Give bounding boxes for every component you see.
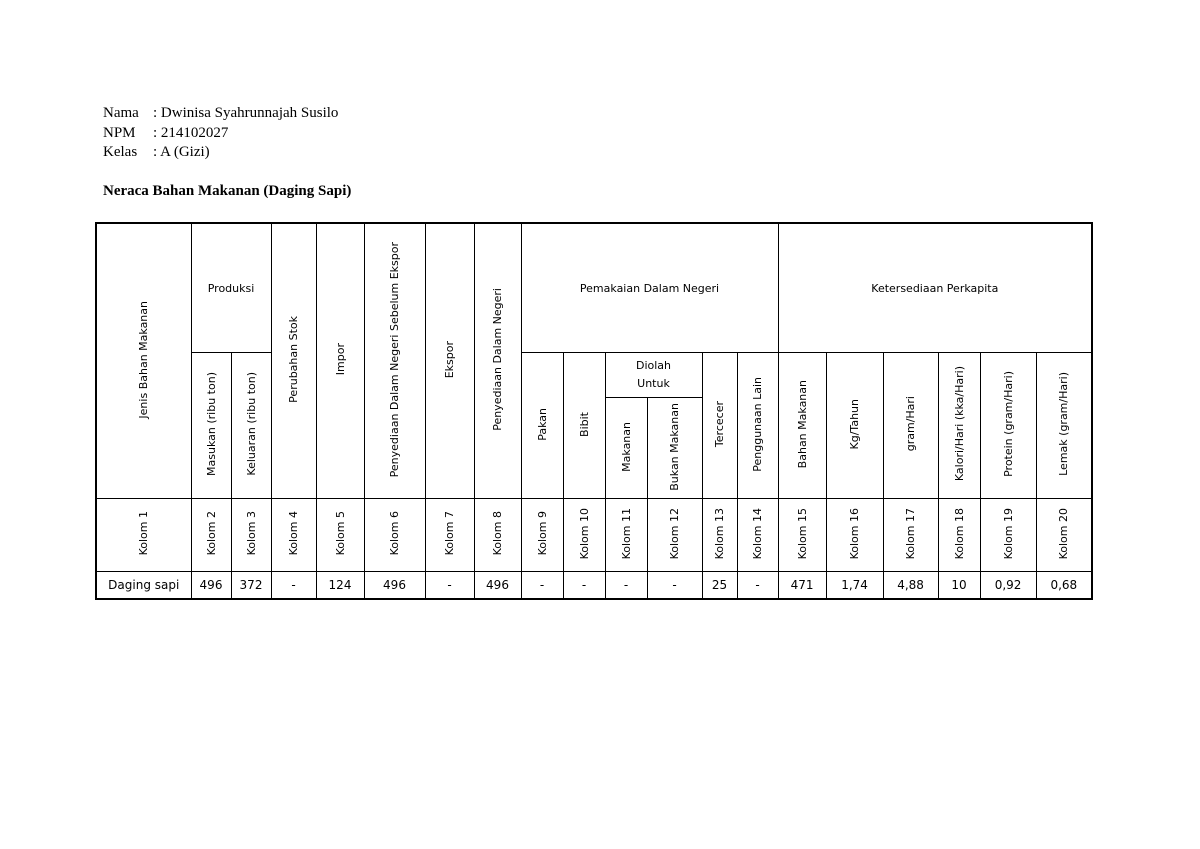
nama-label: Nama <box>103 105 139 121</box>
kolom-cell: Kolom 12 <box>647 499 702 572</box>
cell-makanan: - <box>605 572 647 600</box>
header-ketersediaan: Ketersediaan Perkapita <box>778 223 1092 353</box>
kolom-cell: Kolom 16 <box>826 499 883 572</box>
header-protein: Protein (gram/Hari) <box>980 353 1036 499</box>
cell-kg-tahun: 1,74 <box>826 572 883 600</box>
header-keluaran: Keluaran (ribu ton) <box>231 353 271 499</box>
header-penyediaan-sebelum-ekspor: Penyediaan Dalam Negeri Sebelum Ekspor <box>364 223 425 499</box>
document-title: Neraca Bahan Makanan (Daging Sapi) <box>103 183 352 199</box>
header-gram-hari: gram/Hari <box>883 353 938 499</box>
header-perubahan-stok: Perubahan Stok <box>271 223 316 499</box>
cell-impor: 124 <box>316 572 364 600</box>
cell-kalori-hari: 10 <box>938 572 980 600</box>
kolom-cell: Kolom 4 <box>271 499 316 572</box>
kolom-cell: Kolom 7 <box>425 499 474 572</box>
npm-label: NPM <box>103 124 136 141</box>
cell-gram-hari: 4,88 <box>883 572 938 600</box>
header-pemakaian: Pemakaian Dalam Negeri <box>521 223 778 353</box>
kolom-row <box>96 499 1092 572</box>
cell-jenis: Daging sapi <box>96 572 191 600</box>
header-lemak: Lemak (gram/Hari) <box>1036 353 1092 499</box>
header-tercecer: Tercecer <box>702 353 737 499</box>
student-info <box>103 104 338 163</box>
header-row-1 <box>96 223 1092 353</box>
header-produksi: Produksi <box>191 223 271 353</box>
header-row-2 <box>96 353 1092 398</box>
kolom-cell: Kolom 9 <box>521 499 563 572</box>
kolom-cell: Kolom 13 <box>702 499 737 572</box>
kelas-value: : A (Gizi) <box>153 144 210 160</box>
cell-penyediaan-dalam-negeri: 496 <box>474 572 521 600</box>
header-masukan: Masukan (ribu ton) <box>191 353 231 499</box>
nama-value: : Dwinisa Syahrunnajah Susilo <box>153 105 339 121</box>
kolom-cell: Kolom 8 <box>474 499 521 572</box>
cell-penggunaan-lain: - <box>737 572 778 600</box>
cell-bibit: - <box>563 572 605 600</box>
kolom-cell: Kolom 14 <box>737 499 778 572</box>
kolom-cell: Kolom 5 <box>316 499 364 572</box>
cell-masukan: 496 <box>191 572 231 600</box>
header-kg-tahun: Kg/Tahun <box>826 353 883 499</box>
header-diolah-untuk: Diolah Untuk <box>605 353 702 398</box>
cell-bukan-makanan: - <box>647 572 702 600</box>
kelas-row <box>103 143 338 163</box>
header-makanan: Makanan <box>605 398 647 499</box>
kolom-cell: Kolom 1 <box>96 499 191 572</box>
cell-perubahan-stok: - <box>271 572 316 600</box>
kelas-label: Kelas <box>103 144 138 160</box>
npm-value: : 214102027 <box>153 124 229 141</box>
kolom-cell: Kolom 17 <box>883 499 938 572</box>
cell-tercecer: 25 <box>702 572 737 600</box>
kolom-cell: Kolom 6 <box>364 499 425 572</box>
npm-row <box>103 124 338 144</box>
kolom-cell: Kolom 20 <box>1036 499 1092 572</box>
header-ekspor: Ekspor <box>425 223 474 499</box>
kolom-cell: Kolom 15 <box>778 499 826 572</box>
header-bibit: Bibit <box>563 353 605 499</box>
header-penggunaan-lain: Penggunaan Lain <box>737 353 778 499</box>
cell-keluaran: 372 <box>231 572 271 600</box>
cell-pakan: - <box>521 572 563 600</box>
neraca-table <box>95 222 1093 600</box>
kolom-cell: Kolom 2 <box>191 499 231 572</box>
table-row <box>96 572 1092 600</box>
header-jenis: Jenis Bahan Makanan <box>96 223 191 499</box>
cell-ekspor: - <box>425 572 474 600</box>
cell-lemak: 0,68 <box>1036 572 1092 600</box>
header-penyediaan-dalam-negeri: Penyediaan Dalam Negeri <box>474 223 521 499</box>
cell-bahan-makanan: 471 <box>778 572 826 600</box>
cell-protein: 0,92 <box>980 572 1036 600</box>
header-pakan: Pakan <box>521 353 563 499</box>
cell-penyediaan-sebelum-ekspor: 496 <box>364 572 425 600</box>
header-kalori-hari: Kalori/Hari (kka/Hari) <box>938 353 980 499</box>
kolom-cell: Kolom 10 <box>563 499 605 572</box>
kolom-cell: Kolom 3 <box>231 499 271 572</box>
kolom-cell: Kolom 18 <box>938 499 980 572</box>
header-bahan-makanan: Bahan Makanan <box>778 353 826 499</box>
header-impor: Impor <box>316 223 364 499</box>
kolom-cell: Kolom 11 <box>605 499 647 572</box>
nama-row <box>103 104 338 124</box>
header-bukan-makanan: Bukan Makanan <box>647 398 702 499</box>
kolom-cell: Kolom 19 <box>980 499 1036 572</box>
